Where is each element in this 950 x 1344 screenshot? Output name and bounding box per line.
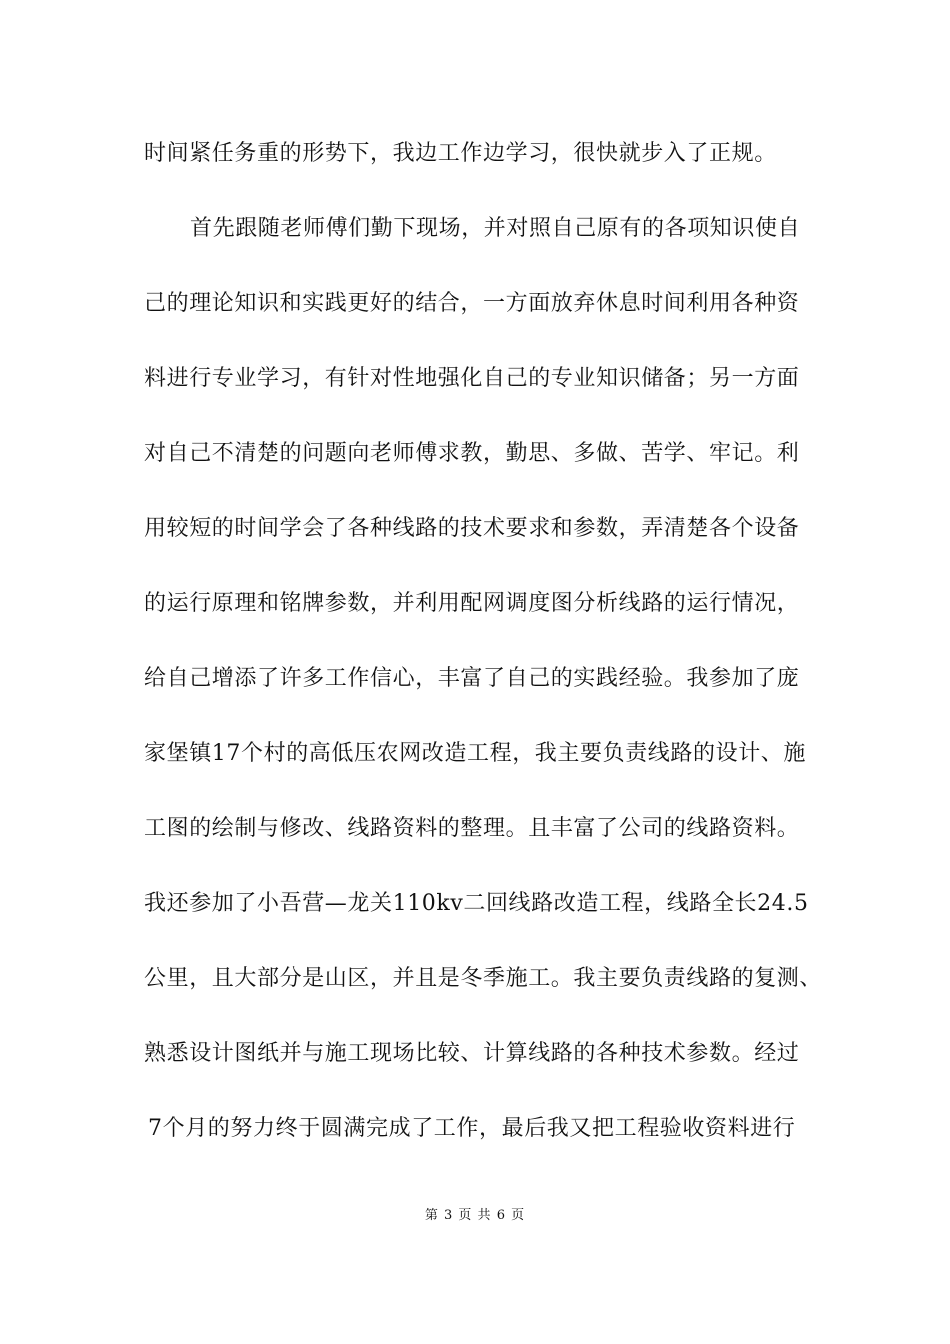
text-line-13: 熟悉设计图纸并与施工现场比较、计算线路的各种技术参数。经过 — [144, 1041, 800, 1066]
text-line-14: 7个月的努力终于圆满完成了工作，最后我又把工程验收资料进行 — [148, 1116, 796, 1141]
text-line-9: 家堡镇17个村的高低压农网改造工程，我主要负责线路的设计、施 — [144, 741, 806, 766]
text-line-10: 工图的绘制与修改、线路资料的整理。且丰富了公司的线路资料。 — [144, 816, 800, 841]
page-number: 第 3 页 共 6 页 — [424, 1208, 526, 1223]
text-line-4: 料进行专业学习，有针对性地强化自己的专业知识储备；另一方面 — [144, 366, 800, 391]
text-line-1: 时间紧任务重的形势下，我边工作边学习，很快就步入了正规。 — [144, 141, 777, 166]
text-line-8: 给自己增添了许多工作信心，丰富了自己的实践经验。我参加了庞 — [144, 666, 800, 691]
text-line-3: 己的理论知识和实践更好的结合，一方面放弃休息时间利用各种资 — [144, 291, 800, 316]
text-line-6: 用较短的时间学会了各种线路的技术要求和参数，弄清楚各个设备 — [144, 516, 800, 541]
text-line-5: 对自己不清楚的问题向老师傅求教，勤思、多做、苦学、牢记。利 — [144, 441, 800, 466]
text-line-12: 公里，且大部分是山区，并且是冬季施工。我主要负责线路的复测、 — [144, 966, 823, 991]
text-line-11: 我还参加了小吾营—龙关110kv二回线路改造工程，线路全长24.5 — [144, 891, 809, 916]
page-footer — [0, 1207, 950, 1225]
text-line-2: 首先跟随老师傅们勤下现场，并对照自己原有的各项知识使自 — [190, 216, 801, 241]
text-line-7: 的运行原理和铭牌参数，并利用配网调度图分析线路的运行情况， — [144, 591, 800, 616]
